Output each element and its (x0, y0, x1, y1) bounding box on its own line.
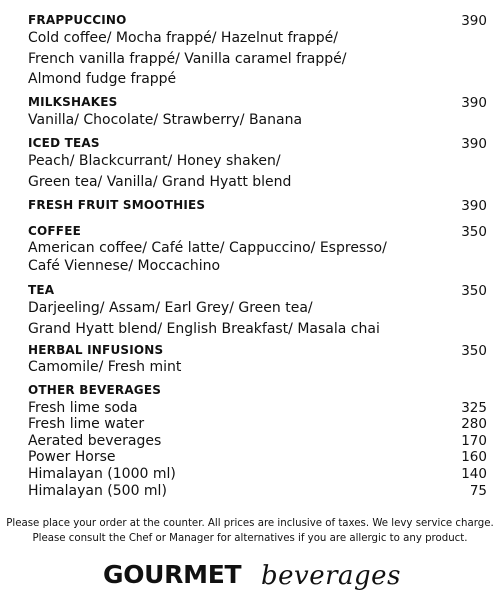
section-price: 390 (461, 13, 487, 29)
section-item-line: Camomile/ Fresh mint (28, 359, 182, 375)
section-tea (28, 283, 500, 339)
section-item-line: Cold coffee/ Mocha frappé/ Hazelnut frappé/ (28, 30, 338, 46)
section-title: COFFEE (28, 224, 81, 238)
logo-wordmark-main: GOURMET (103, 560, 242, 589)
section-iced-teas (28, 136, 500, 192)
list-item: Power Horse (28, 449, 116, 465)
section-item-line: Grand Hyatt blend/ English Breakfast/ Masala chai (28, 320, 380, 337)
section-price: 350 (461, 343, 487, 359)
section-title-other-beverages: OTHER BEVERAGES (28, 383, 162, 397)
section-item-line: French vanilla frappé/ Vanilla caramel frappé/ (28, 50, 347, 67)
list-item: Fresh lime water (28, 416, 145, 432)
list-item: Aerated beverages (28, 433, 162, 449)
section-price: 390 (461, 136, 487, 152)
section-title: ICED TEAS (28, 136, 100, 150)
section-title: FRAPPUCCINO (28, 13, 127, 27)
section-item-line: Vanilla/ Chocolate/ Strawberry/ Banana (28, 112, 303, 128)
list-item-price: 170 (461, 433, 487, 449)
section-title: HERBAL INFUSIONS (28, 343, 164, 357)
section-item-line: Darjeeling/ Assam/ Earl Grey/ Green tea/ (28, 300, 313, 316)
section-price: 390 (461, 95, 487, 111)
section-herbal-infusions (28, 343, 500, 377)
section-smoothies (28, 198, 500, 212)
list-item-price: 280 (461, 416, 487, 432)
footer-note-taxes: Please place your order at the counter. All prices are inclusive of taxes. We levy service charge. (6, 518, 494, 529)
footer-note-allergy: Please consult the Chef or Manager for alternatives if you are allergic to any product. (32, 533, 468, 544)
section-coffee (28, 224, 500, 275)
section-item-line: Green tea/ Vanilla/ Grand Hyatt blend (28, 173, 292, 190)
section-item-line: Café Viennese/ Moccachino (28, 257, 221, 274)
list-item: Himalayan (500 ml) (28, 483, 167, 499)
section-title: FRESH FRUIT SMOOTHIES (28, 198, 206, 212)
list-item-price: 140 (461, 466, 487, 482)
section-frappuccino (28, 13, 500, 90)
section-title: TEA (28, 283, 55, 297)
list-item-price: 160 (461, 449, 487, 465)
section-item-line: Almond fudge frappé (28, 71, 177, 87)
section-item-line: Peach/ Blackcurrant/ Honey shaken/ (28, 153, 281, 169)
list-item-price: 325 (461, 400, 487, 416)
section-price: 350 (461, 283, 487, 299)
section-item-line: American coffee/ Café latte/ Cappuccino/ Espresso/ (28, 240, 387, 256)
section-milkshakes (28, 95, 500, 131)
section-price: 350 (461, 224, 487, 240)
section-price: 390 (461, 198, 487, 214)
list-item: Himalayan (1000 ml) (28, 466, 176, 482)
list-item-price: 75 (469, 483, 487, 499)
section-title: MILKSHAKES (28, 95, 118, 109)
list-item: Fresh lime soda (28, 400, 138, 416)
logo-wordmark-script: beverages (261, 561, 401, 591)
